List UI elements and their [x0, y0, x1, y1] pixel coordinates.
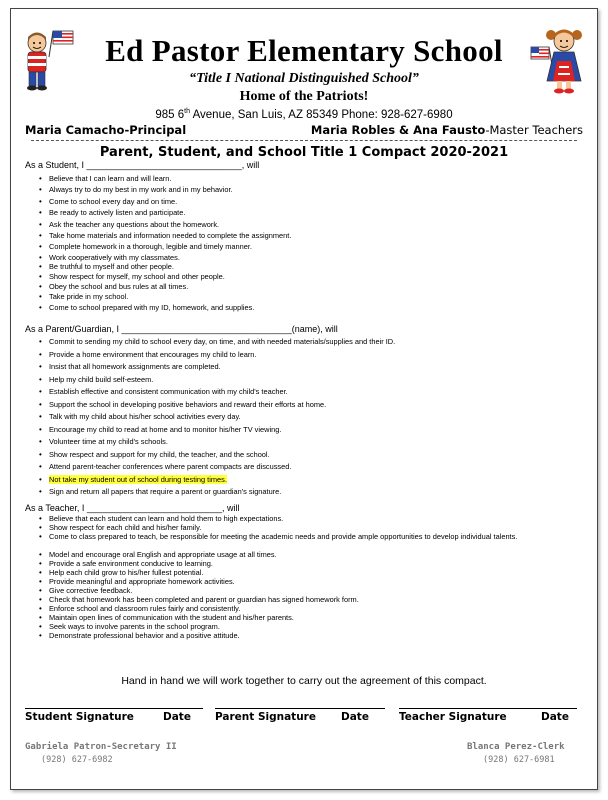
list-item: • Seek ways to involve parents in the school program. [49, 622, 559, 631]
parent-list [39, 336, 395, 499]
list-item: • Commit to sending my child to school every day, on time, and with needed materials/supplies and their ID. [49, 336, 395, 349]
list-item: • Ask the teacher any questions about the homework. [49, 219, 291, 230]
list-item: • Attend parent-teacher conferences where parent compacts are discussed. [49, 461, 395, 474]
list-item: • Always try to do my best in my work and in my behavior. [49, 184, 291, 195]
student-signature-label: Student Signature [25, 711, 134, 723]
list-item: • Believe that I can learn and will learn. [49, 173, 291, 184]
list-item: • Sign and return all papers that require a parent or guardian's signature. [49, 486, 395, 499]
teacher-signature-line[interactable] [399, 708, 577, 709]
compact-title: Parent, Student, and School Title 1 Compact 2020-2021 [99, 145, 509, 160]
secretary-phone: (928) 627-6982 [41, 755, 113, 765]
teacher-list [39, 514, 559, 640]
list-item: • Show respect for each child and his/her family. [49, 523, 559, 532]
clerk-phone: (928) 627-6981 [483, 755, 555, 765]
list-item: • Encourage my child to read at home and to monitor his/her TV viewing. [49, 424, 395, 437]
list-item: • Insist that all homework assignments are completed. [49, 361, 395, 374]
list-item: • Be ready to actively listen and participate. [49, 207, 291, 218]
parent-heading: As a Parent/Guardian, I __________________________________(name), will [25, 324, 338, 334]
master-teachers-line: Maria Robles & Ana Fausto-Master Teachers [310, 123, 583, 137]
highlighted-list-item: • Not take my student out of school during testing times. [49, 474, 395, 487]
list-item: • Come to school every day and on time. [49, 196, 291, 207]
list-item: • Be truthful to myself and other people. [49, 262, 291, 272]
student-list [39, 173, 291, 313]
list-item: • Check that homework has been completed and parent or guardian has signed homework form. [49, 595, 559, 604]
secretary-name: Gabriela Patron-Secretary II [25, 742, 177, 752]
school-name: Ed Pastor Elementary School [105, 33, 503, 68]
student-date-label: Date [163, 711, 191, 723]
document-page [10, 8, 598, 790]
teacher-date-label: Date [541, 711, 569, 723]
list-item: • Believe that each student can learn and hold them to high expectations. [49, 514, 559, 523]
list-item: • Complete homework in a thorough, legible and timely manner. [49, 241, 291, 252]
closing-statement: Hand in hand we will work together to carry out the agreement of this compact. [121, 675, 487, 687]
list-item: • Come to school prepared with my ID, homework, and supplies. [49, 302, 291, 313]
list-item: • Show respect for myself, my school and other people. [49, 272, 291, 282]
principal-line: Maria Camacho-Principal [25, 123, 187, 137]
list-item: • Help each child grow to his/her fullest potential. [49, 568, 559, 577]
student-signature-line[interactable] [25, 708, 203, 709]
list-item: • Establish effective and consistent communication with my child's teacher. [49, 386, 395, 399]
list-item: • Provide a safe environment conducive to learning. [49, 559, 559, 568]
teacher-heading: As a Teacher, I ___________________________, will [25, 503, 240, 513]
list-item: • Come to class prepared to teach, be responsible for meeting the academic needs and provide ample opportunities to develop individual talents. [49, 532, 559, 550]
teacher-signature-label: Teacher Signature [399, 711, 507, 723]
list-item: • Volunteer time at my child's schools. [49, 436, 395, 449]
list-item: • Take home materials and information needed to complete the assignment. [49, 230, 291, 241]
parent-signature-line[interactable] [215, 708, 385, 709]
list-item: • Provide a home environment that encourages my child to learn. [49, 349, 395, 362]
list-item: • Enforce school and classroom rules fairly and consistently. [49, 604, 559, 613]
list-item: • Demonstrate professional behavior and a positive attitude. [49, 631, 559, 640]
list-item: • Maintain open lines of communication with the student and his/her parents. [49, 613, 559, 622]
list-item: • Provide meaningful and appropriate homework activities. [49, 577, 559, 586]
list-item: • Work cooperatively with my classmates. [49, 253, 291, 262]
dashed-divider [31, 140, 577, 141]
school-slogan: Home of the Patriots! [239, 89, 369, 104]
list-item: • Model and encourage oral English and appropriate usage at all times. [49, 550, 559, 559]
list-item: • Give corrective feedback. [49, 586, 559, 595]
parent-signature-label: Parent Signature [215, 711, 316, 723]
student-heading: As a Student, I _______________________________, will [25, 160, 260, 170]
school-motto: “Title I National Distinguished School” [189, 71, 419, 86]
school-address: 985 6th Avenue, San Luis, AZ 85349 Phone: 928-627-6980 [155, 108, 453, 121]
clerk-name: Blanca Perez-Clerk [467, 742, 565, 752]
list-item: • Take pride in my school. [49, 292, 291, 302]
list-item: • Support the school in developing positive behaviors and reward their efforts at home. [49, 399, 395, 412]
parent-date-label: Date [341, 711, 369, 723]
list-item: • Talk with my child about his/her school activities every day. [49, 411, 395, 424]
list-item: • Obey the school and bus rules at all times. [49, 282, 291, 292]
list-item: • Show respect and support for my child, the teacher, and the school. [49, 449, 395, 462]
list-item: • Help my child build self-esteem. [49, 374, 395, 387]
